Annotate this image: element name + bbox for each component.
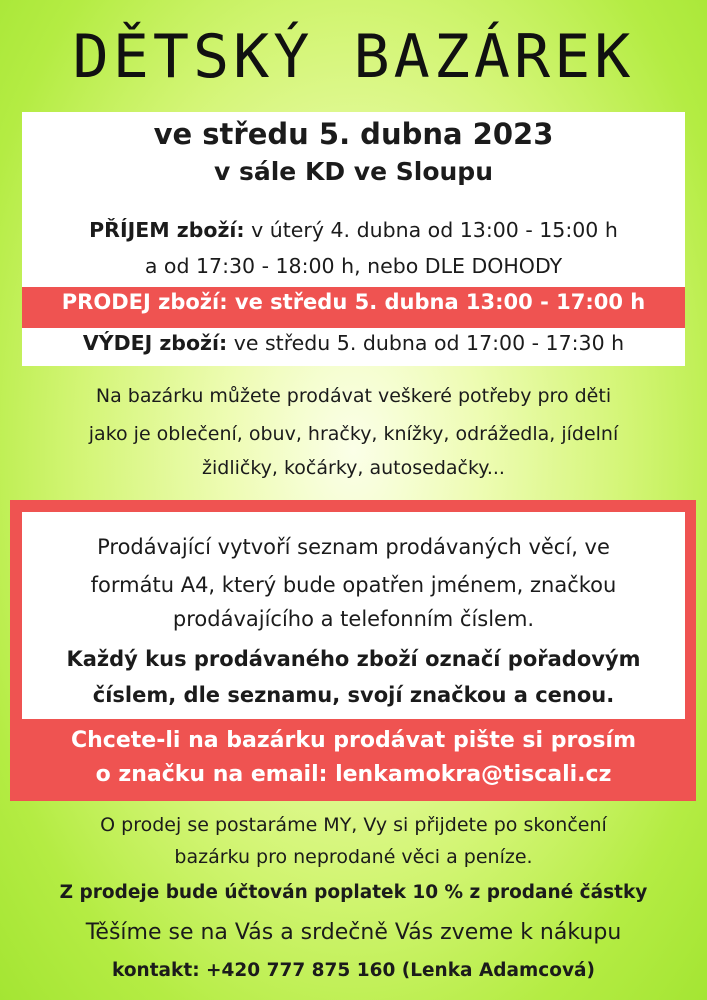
contact-call-line-1: Chcete-li na bazárku prodávat pište si prosím — [70, 728, 636, 753]
page-title: DĚTSKÝ BAZÁREK — [72, 22, 635, 92]
instructions-line-3: prodávajícího a telefonním číslem. — [172, 607, 535, 631]
event-date: ve středu 5. dubna 2023 — [153, 117, 554, 151]
instructions-line-1: Prodávající vytvoří seznam prodávaných věcí, ve — [97, 535, 610, 559]
instructions-line-2: formátu A4, který bude opatřen jménem, značkou — [90, 573, 617, 597]
greeting: Těšíme se na Vás a srdečně Vás zveme k nákupu — [85, 920, 622, 945]
footer-line-2: bazárku pro neprodané věci a peníze. — [174, 846, 533, 868]
intake-line-2: a od 17:30 - 18:00 h, nebo DLE DOHODY — [144, 254, 563, 278]
pickup-text: ve středu 5. dubna od 17:00 - 17:30 h — [227, 331, 625, 355]
intake-text: v úterý 4. dubna od 13:00 - 15:00 h — [244, 218, 618, 242]
sale-line: PRODEJ zboží: ve středu 5. dubna 13:00 - 17:00 h — [61, 290, 646, 314]
pickup-label: VÝDEJ zboží: — [82, 331, 228, 355]
contact-info: kontakt: +420 777 875 160 (Lenka Adamcová) — [112, 960, 595, 981]
instructions-line-5: číslem, dle seznamu, svojí značkou a cenou. — [92, 683, 615, 707]
info-line-3: židličky, kočárky, autosedačky... — [202, 457, 505, 479]
instructions-line-4: Každý kus prodávaného zboží označí pořadovým — [66, 647, 641, 671]
event-place: v sále KD ve Sloupu — [213, 157, 493, 186]
info-line-2: jako je oblečení, obuv, hračky, knížky, odrážedla, jídelní — [88, 423, 619, 445]
contact-call-line-2: o značku na email: lenkamokra@tiscali.cz — [95, 762, 612, 787]
pickup-line — [0, 331, 707, 355]
footer-line-1: O prodej se postaráme MY, Vy si přijdete po skončení — [100, 814, 607, 836]
intake-label: PŘÍJEM zboží: — [89, 218, 245, 242]
intake-line — [0, 218, 707, 242]
fee-notice: Z prodeje bude účtován poplatek 10 % z prodané částky — [59, 882, 648, 903]
info-line-1: Na bazárku můžete prodávat veškeré potřeby pro děti — [95, 385, 612, 407]
